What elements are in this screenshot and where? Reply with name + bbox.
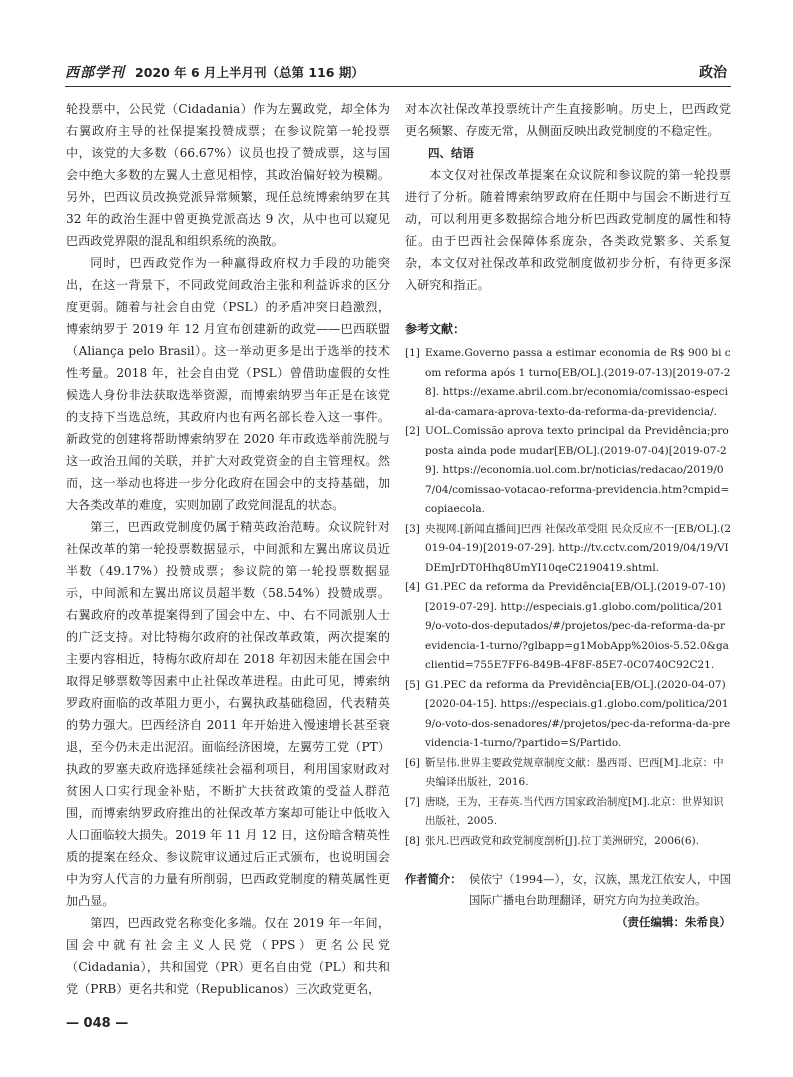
right-column — [405, 98, 731, 933]
left-column — [66, 98, 390, 1000]
reference-text: 靳呈伟.世界主要政党规章制度文献：墨西哥、巴西[M].北京：中央编译出版社，2016. — [425, 756, 724, 788]
paragraph: 同时，巴西政党作为一种赢得政府权力手段的功能突出，在这一背景下，不同政党间政治主张和利益诉求的区分度更弱。随着与社会自由党（PSL）的矛盾冲突日趋激烈，博索纳罗于 2019 年 12 月宣布创建新的政党——巴西联盟（Aliança pelo Brasil）。这一举动更多是出于选举的技术性考量。2018 年，社会自由党（PSL）曾借助虚假的女性候选人身份非法获取选举资源，而博索纳罗当年正是在该党的支持下当选总统，其政府内也有两名部长卷入这一事件。新政党的创建将帮助博索纳罗在 2020 年市政选举前洗脱与这一政治丑闻的关联，并扩大对政党资金的自主管理权。然而，这一举动也将进一步分化政府在国会中的支持基础，加大各类改革的难度，实则加剧了政党间混乱的状态。 — [66, 256, 390, 512]
journal-issue: 2020 年 6 月上半月刊（总第 116 期） — [135, 65, 364, 80]
reference-text: 张凡.巴西政党和政党制度剖析[J].拉丁美洲研究，2006(6). — [425, 834, 700, 847]
author-bio — [405, 869, 731, 911]
section-name: 政治 — [699, 65, 727, 81]
paragraph: 第四，巴西政党名称变化多端。仅在 2019 年一年间，国会中就有社会主义人民党（PPS）更名公民党（Cidadania），共和国党（PR）更名自由党（PL）和共和党（PRB）更名共和党（Republicanos）三次政党更名， — [66, 916, 390, 996]
reference-list — [405, 344, 731, 851]
paragraph: 轮投票中，公民党（Cidadania）作为左翼政党，却全体为右翼政府主导的社保提案投赞成票；在参议院第一轮投票中，该党的大多数（66.67%）议员也投了赞成票，这与国会中绝大多数的左翼人士意见相悖，其政治偏好较为模糊。另外，巴西议员改换党派异常频繁，现任总统博索纳罗在其 32 年的政治生涯中曾更换党派高达 9 次，从中也可以窥见巴西政党界限的混乱和组织系统的涣散。 — [66, 102, 390, 248]
reference-item — [405, 520, 731, 579]
reference-text: G1.PEC da reforma da Previdência[EB/OL].(2019-07-10)[2019-07-29]. http://especiais.g1.globo.com/politica/2019/o-voto-dos-deputados/#/projetos/pec-da-reforma-da-previdencia-1-turno/?glbapp=g1MobApp%20ios-5.52.0&gaclientid=755E7FF6-849B-4F8F-85E7-0C0740C92C21. — [425, 581, 729, 671]
reference-number: [2] — [405, 425, 420, 437]
reference-item — [405, 832, 731, 852]
reference-item — [405, 344, 731, 422]
page-number: — 048 — — [66, 1016, 129, 1031]
reference-text: 唐晓，王为，王春英.当代西方国家政治制度[M].北京：世界知识出版社，2005. — [425, 795, 724, 827]
reference-text: G1.PEC da reforma da Previdência[EB/OL].(2020-04-07)[2020-04-15]. https://especiais.g1.globo.com/politica/2019/o-voto-dos-senadores/#/projetos/pec-da-reforma-da-previdencia-1-turno/?partido=S/Partido. — [425, 678, 731, 749]
conclusion-heading: 四、结语 — [428, 146, 474, 160]
reference-number: [8] — [405, 834, 420, 847]
reference-number: [1] — [405, 347, 420, 359]
reference-text: UOL.Comissão aprova texto principal da Previdência;proposta ainda pode mudar[EB/OL].(2019-07-04)[2019-07-29]. https://economia.uol.com.br/noticias/redacao/2019/07/04/comissao-votacao-reforma-previdencia.htm?cmpid=copiaecola. — [425, 425, 730, 515]
page-header — [65, 60, 731, 87]
reference-item — [405, 793, 731, 832]
responsible-editor: （责任编辑：朱希良） — [616, 915, 731, 929]
reference-item — [405, 754, 731, 793]
paragraph: 对本次社保改革投票统计产生直接影响。历史上，巴西政党更名频繁、存废无常，从侧面反映出政党制度的不稳定性。 — [405, 102, 731, 138]
reference-item — [405, 578, 731, 676]
journal-logo: 西部学刊 — [65, 65, 125, 81]
reference-item — [405, 676, 731, 754]
reference-number: [6] — [405, 756, 420, 769]
reference-text: 央视网.[新闻直播间]巴西 社保改革受阻 民众反应不一[EB/OL].(2019-04-19)[2019-07-29]. http://tv.cctv.com/2019/04/19/VIDEmJrDT0Hhq8UmYI10qeC2190419.shtml. — [425, 522, 732, 574]
author-text: 侯依宁（1994—），女，汉族，黑龙江依安人，中国国际广播电台助理翻译，研究方向为拉美政治。 — [469, 873, 731, 907]
reference-number: [7] — [405, 795, 420, 808]
author-label: 作者简介： — [405, 873, 462, 886]
reference-number: [5] — [405, 678, 420, 691]
conclusion-paragraph: 本文仅对社保改革提案在众议院和参议院的第一轮投票进行了分析。随着博索纳罗政府在任期中与国会不断进行互动，可以利用更多数据综合地分析巴西政党制度的属性和特征。由于巴西社会保障体系庞杂，各类政党繁多、关系复杂，本文仅对社保改革和政党制度做初步分析，有待更多深入研究和指正。 — [405, 168, 731, 292]
reference-number: [3] — [405, 522, 420, 535]
paragraph: 第三，巴西政党制度仍属于精英政治范畴。众议院针对社保改革的第一轮投票数据显示，中间派和左翼出席议员近半数（49.17%）投赞成票；参议院的第一轮投票数据显示，中间派和左翼出席议员超半数（58.54%）投赞成票。右翼政府的改革提案得到了国会中左、中、右不同派别人士的广泛支持。对比特梅尔政府的社保改革政策，两次提案的主要内容相近，特梅尔政府却在 2018 年初因未能在国会中取得足够票数等因素中止社保改革进程。由此可见，博索纳罗政府面临的改革阻力更小，右翼执政基础稳固，代表精英的势力强大。巴西经济自 2011 年开始进入慢速增长甚至衰退，至今仍未走出泥沼。面临经济困境，左翼劳工党（PT）执政的罗塞夫政府选择延续社会福利项目，利用国家财政对贫困人口实行现金补贴，不断扩大扶贫政策的受益人群范围，而博索纳罗政府推出的社保改革方案却可能让中低收入人口面临较大损失。2019 年 11 月 12 日，这份暗含精英性质的提案在经众、参议院审议通过后正式颁布，也说明国会中为穷人代言的力量有所削弱，巴西政党制度的精英属性更加凸显。 — [66, 520, 390, 908]
reference-text: Exame.Governo passa a estimar economia de R$ 900 bi com reforma após 1 turno[EB/OL].(2019-07-13)[2019-07-28]. https://exame.abril.com.br/economia/comissao-especial-da-camara-aprova-texto-da-reforma-da-previdencia/. — [425, 347, 731, 418]
reference-number: [4] — [405, 581, 420, 593]
references-title: 参考文献： — [405, 322, 466, 336]
reference-item — [405, 422, 731, 520]
